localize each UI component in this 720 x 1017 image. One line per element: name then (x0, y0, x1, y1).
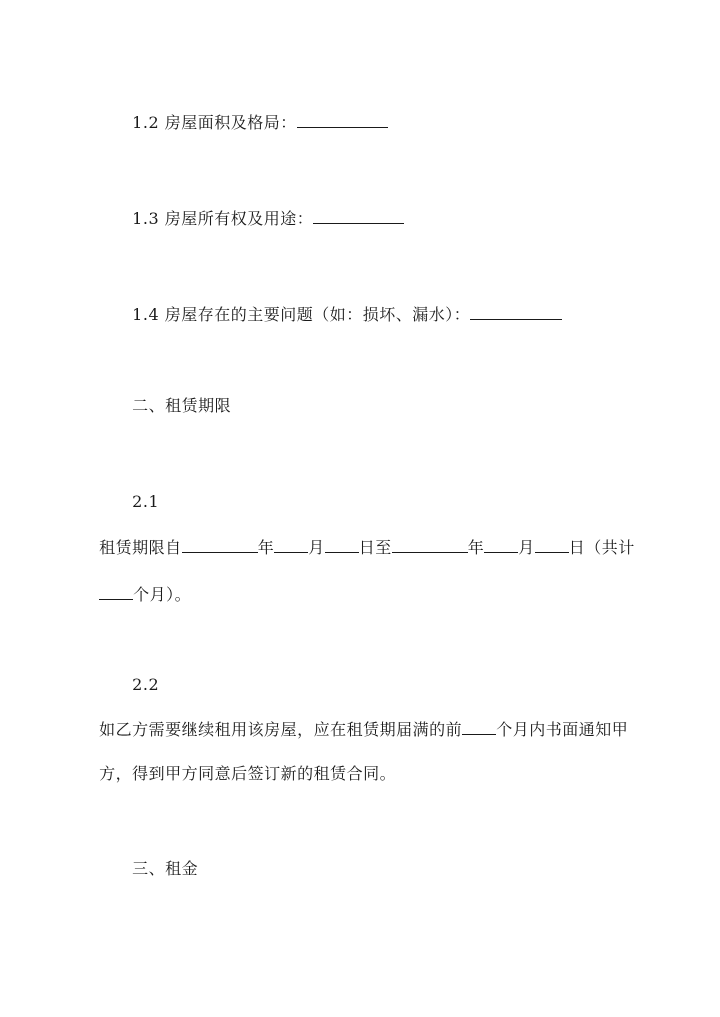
end-month-blank[interactable] (484, 536, 518, 553)
clause-number-2-1 (121, 472, 159, 512)
clause-number: 2.1 (132, 492, 160, 511)
clause-2-1-line-2 (88, 563, 191, 605)
clause-2-2-line-1 (88, 698, 628, 740)
section-heading-lease-term (121, 376, 231, 416)
start-day-blank[interactable] (325, 536, 359, 553)
end-day-blank[interactable] (535, 536, 569, 553)
text-segment: 月 (518, 538, 535, 557)
text-segment: 方，得到甲方同意后签订新的租赁合同。 (99, 764, 397, 783)
text-segment: 个月）。 (133, 585, 192, 604)
end-year-blank[interactable] (392, 536, 468, 553)
text-segment: 个月内书面通知甲 (496, 720, 629, 739)
fill-in-blank[interactable] (297, 111, 388, 128)
text-segment: 日至 (358, 538, 392, 557)
clause-1-4 (121, 283, 562, 325)
clause-label: 1.3 房屋所有权及用途： (132, 209, 314, 228)
start-year-blank[interactable] (182, 536, 258, 553)
clause-label: 1.4 房屋存在的主要问题（如：损坏、漏水）： (132, 305, 471, 324)
section-heading: 二、租赁期限 (132, 396, 232, 415)
text-segment: 日（共计 (568, 538, 635, 557)
text-segment: 年 (257, 538, 275, 557)
clause-1-2 (121, 91, 388, 133)
fill-in-blank[interactable] (470, 303, 562, 320)
start-month-blank[interactable] (274, 536, 308, 553)
clause-number-2-2 (121, 655, 159, 695)
fill-in-blank[interactable] (313, 207, 404, 224)
clause-label: 1.2 房屋面积及格局： (132, 113, 297, 132)
notice-months-blank[interactable] (462, 718, 496, 735)
clause-1-3 (121, 187, 404, 229)
total-months-blank[interactable] (99, 583, 133, 600)
clause-number: 2.2 (132, 675, 160, 694)
text-segment: 如乙方需要继续租用该房屋，应在租赁期届满的前 (99, 720, 463, 739)
section-heading-rent (121, 839, 198, 879)
section-heading: 三、租金 (132, 859, 199, 878)
clause-2-1-line-1 (88, 516, 635, 558)
text-segment: 月 (308, 538, 325, 557)
text-segment: 年 (467, 538, 485, 557)
text-segment: 租赁期限自 (99, 538, 182, 557)
clause-2-2-line-2 (88, 744, 396, 784)
